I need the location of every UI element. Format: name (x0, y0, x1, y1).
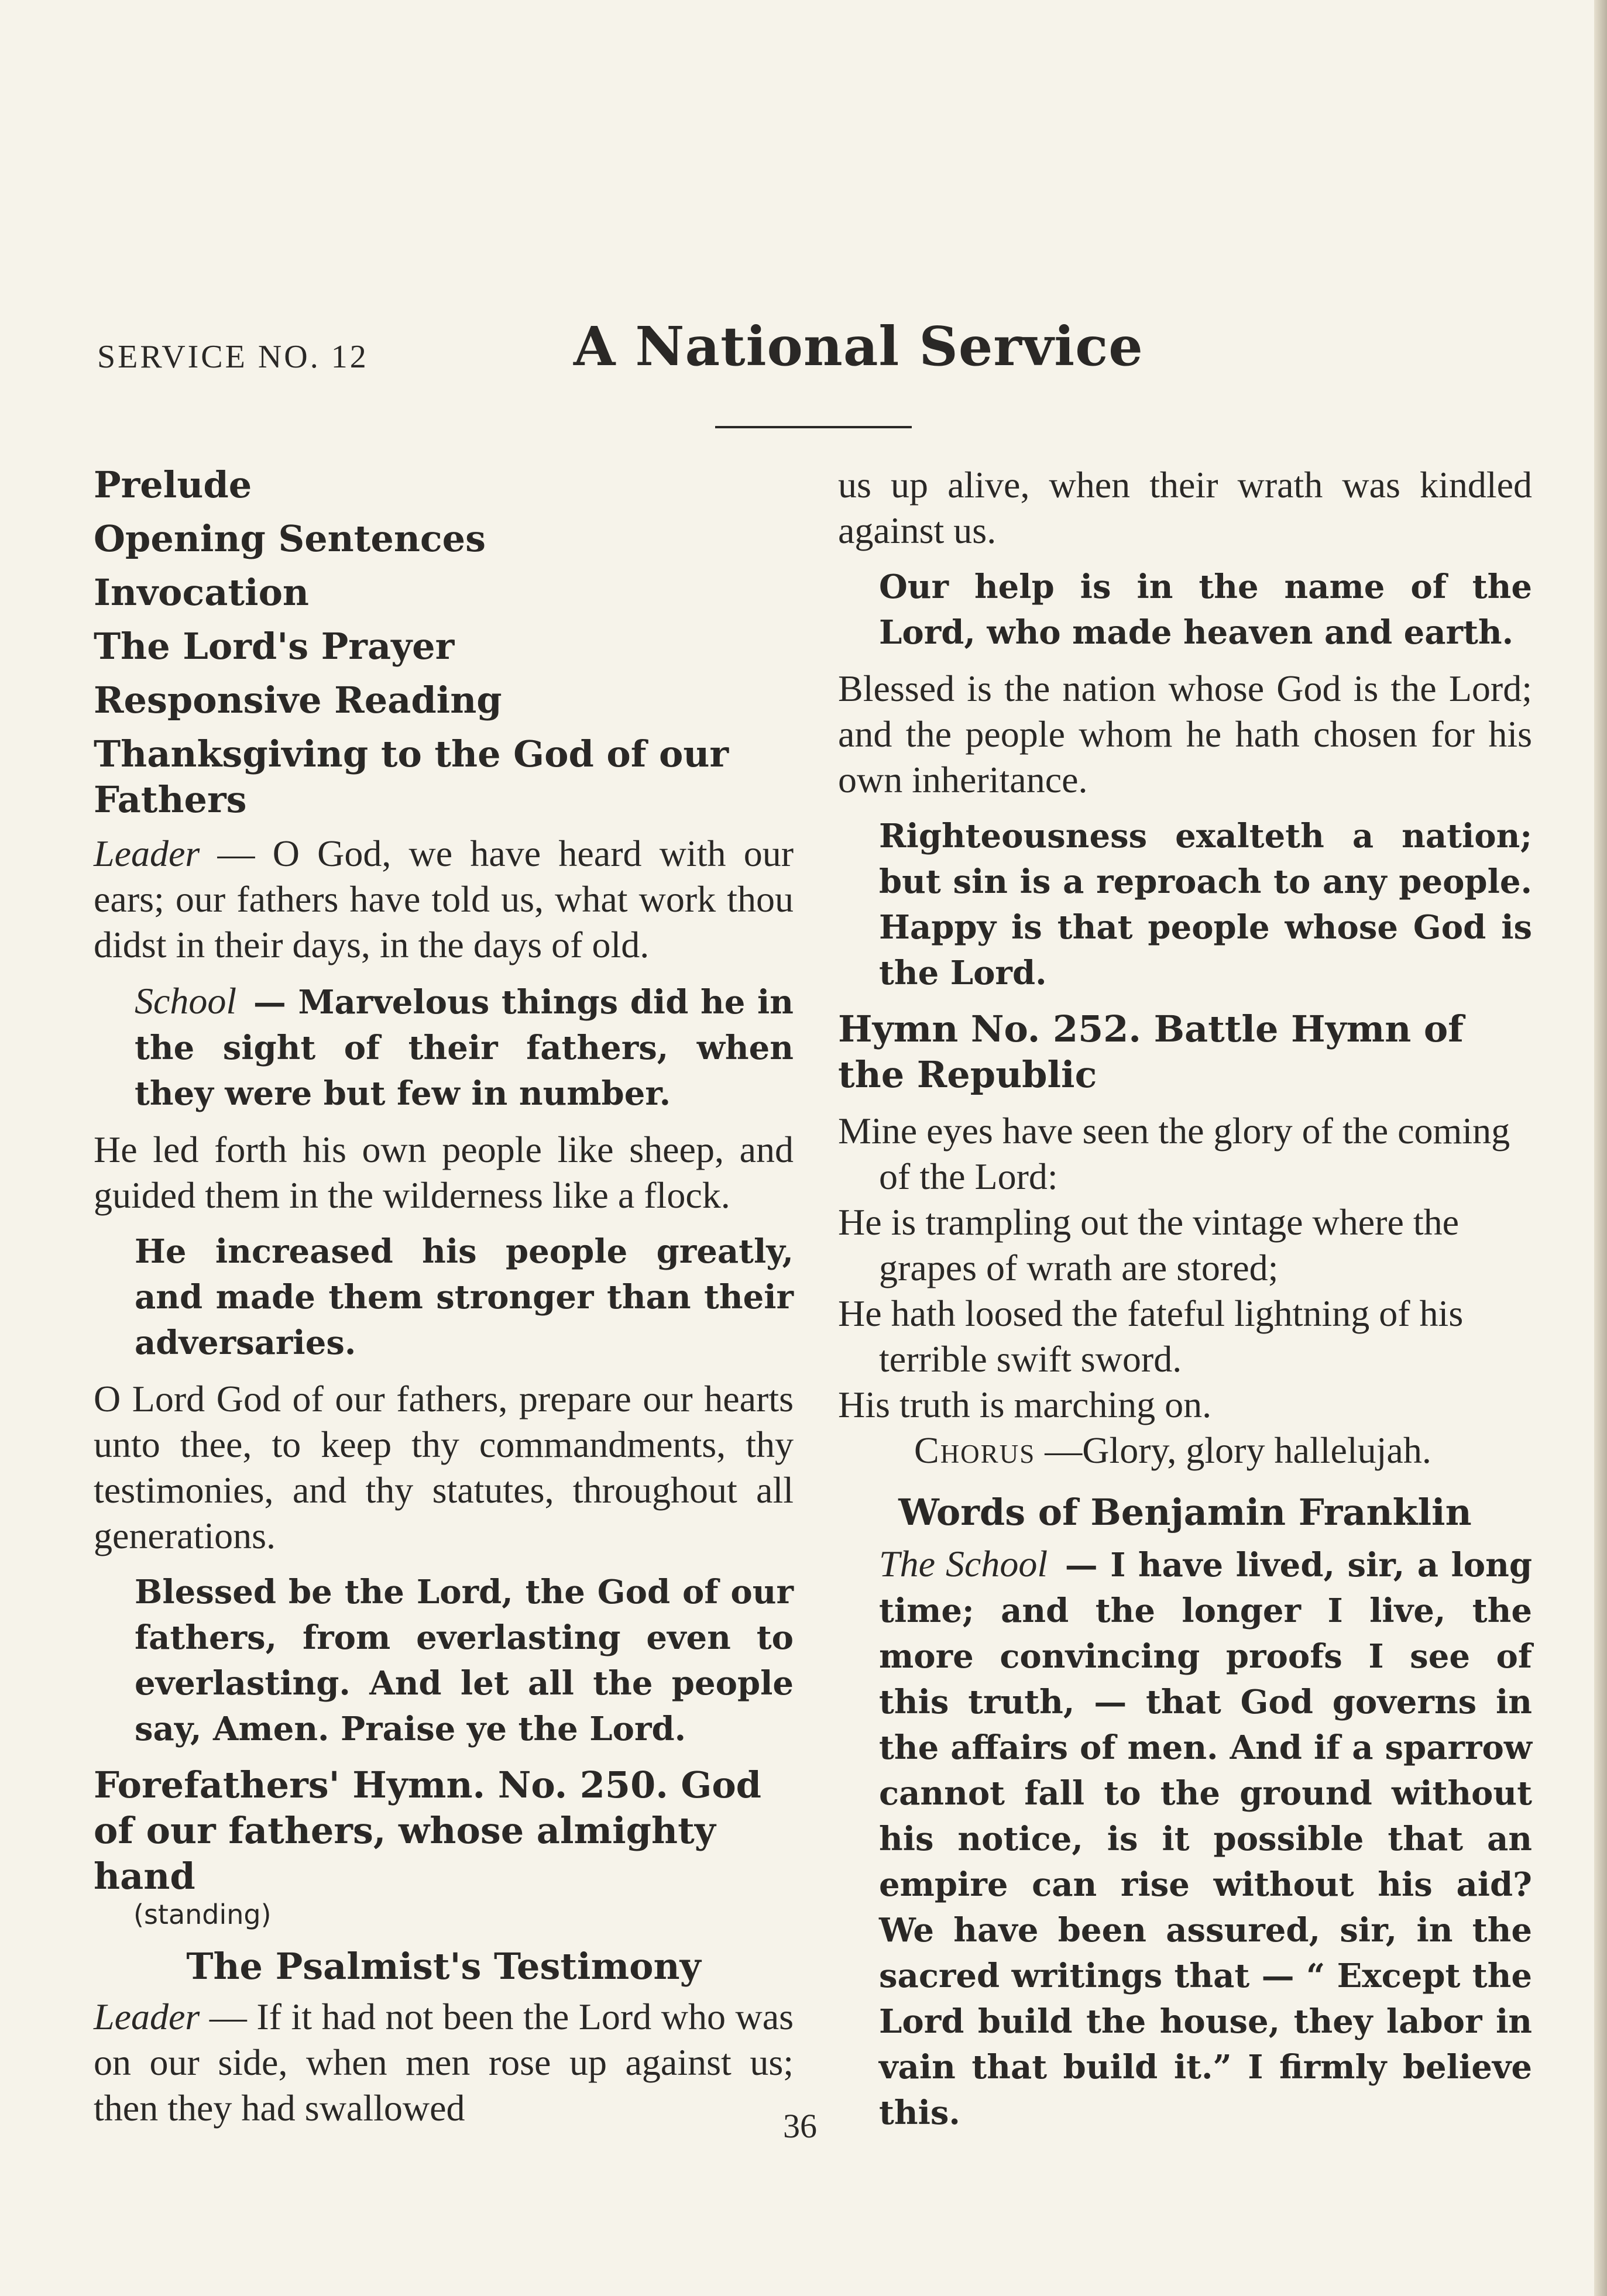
hymn-verse (838, 1108, 1532, 1428)
page-title: A National Service (574, 315, 1144, 378)
leader-text-4: — If it had not been the Lord who was on our side, when men rose up against us; then they had swallowed (94, 1996, 794, 2129)
school-response-3: Blessed be the Lord, the God of our fathers, from everlasting even to everlasting. And let all the people say, Amen. Praise ye the Lord. (135, 1573, 794, 1748)
franklin-heading: Words of Benjamin Franklin (898, 1491, 1472, 1534)
right-leader-paragraph: Blessed is the nation whose God is the Lord; and the people whom he hath chosen for his own inheritance. (838, 668, 1532, 800)
leader-paragraph-4 (94, 1994, 794, 2131)
standing-note: (standing) (133, 1899, 272, 1930)
school-response-2: He increased his people greatly, and made them stronger than their adversaries. (135, 1232, 794, 1362)
right-column (838, 462, 1532, 2146)
franklin-text: — I have lived, sir, a long time; and the longer I live, the more convincing proofs I see of this truth, — that God governs in the affairs of men. And if a sparrow cannot fall to the ground without his notice, is it possible that an empire can rise without his aid? We have been assured, sir, in the sacred writings that — “ Except the Lord build the house, they labor in vain that build it.” I firmly believe this. (879, 1546, 1532, 2132)
role-leader-2: Leader (94, 1996, 200, 2037)
page-number: 36 (783, 2107, 817, 2145)
heading-opening-sentences: Opening Sentences (94, 517, 486, 560)
role-leader: Leader (94, 833, 200, 874)
psalmist-heading: The Psalmist's Testimony (186, 1945, 701, 1988)
forefathers-hymn-heading: Forefathers' Hymn. No. 250. God of our fathers, whose almighty hand (94, 1764, 762, 1898)
role-school: School (135, 980, 237, 1022)
chorus-text: —Glory, glory hallelujah. (1035, 1429, 1431, 1471)
school-response-1 (135, 978, 794, 1116)
role-the-school: The School (879, 1543, 1048, 1584)
leader-paragraph-3: O Lord God of our fathers, prepare our hearts unto thee, to keep thy commandments, thy testimonies, and thy statutes, throughout all generations. (94, 1378, 794, 1556)
leader-text-1: — O God, we have heard with our ears; our fathers have told us, what work thou didst in their days, in the days of old. (94, 833, 794, 965)
left-column (94, 462, 794, 2142)
hymn-line: Mine eyes have seen the glory of the coming of the Lord: (838, 1110, 1510, 1197)
right-school-response-1: Our help is in the name of the Lord, who made heaven and earth. (879, 568, 1532, 652)
heading-lords-prayer: The Lord's Prayer (94, 625, 455, 668)
right-school-response-2: Righteousness exalteth a nation; but sin is a reproach to any people. Happy is that people whose God is the Lord. (879, 817, 1532, 992)
hymn-chorus (914, 1428, 1532, 1473)
right-leader-continued: us up alive, when their wrath was kindled against us. (838, 464, 1532, 551)
title-rule (715, 426, 912, 428)
service-number: SERVICE NO. 12 (97, 339, 369, 375)
battle-hymn-heading: Hymn No. 252. Battle Hymn of the Republic (838, 1008, 1464, 1096)
leader-paragraph-1 (94, 831, 794, 968)
chorus-label: Chorus (914, 1429, 1036, 1471)
hymn-line: He hath loosed the fateful lightning of his terrible swift sword. (838, 1293, 1464, 1380)
heading-thanksgiving: Thanksgiving to the God of our Fathers (94, 733, 729, 821)
heading-responsive-reading: Responsive Reading (94, 679, 502, 721)
heading-prelude: Prelude (94, 463, 252, 506)
heading-invocation: Invocation (94, 571, 310, 614)
hymn-line: He is trampling out the vintage where the grapes of wrath are stored; (838, 1201, 1460, 1288)
leader-paragraph-2: He led forth his own people like sheep, and guided them in the wilderness like a flock. (94, 1129, 794, 1216)
page-header (0, 0, 1607, 445)
hymn-line: His truth is marching on. (838, 1384, 1212, 1425)
franklin-quote (879, 1541, 1532, 2136)
school-text-1: — Marvelous things did he in the sight of their fathers, when they were but few in number. (135, 983, 794, 1113)
